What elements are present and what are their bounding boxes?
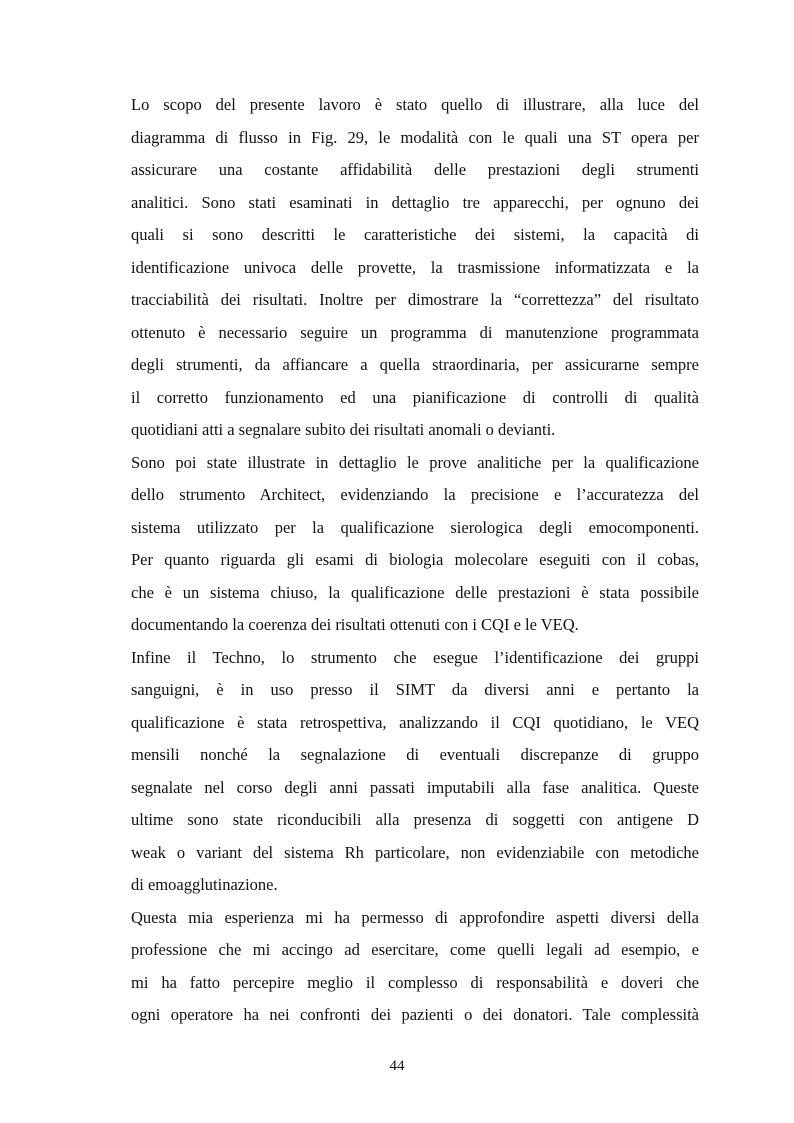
text-line: mi ha fatto percepire meglio il complesso di responsabilità e doveri che bbox=[131, 972, 699, 992]
text-line: degli strumenti, da affiancare a quella straordinaria, per assicurarne sempre bbox=[131, 355, 699, 374]
text-line: Lo scopo del presente lavoro è stato quello di illustrare, alla luce del bbox=[131, 95, 699, 114]
text-line: Questa mia esperienza mi ha permesso di approfondire aspetti diversi della bbox=[131, 907, 699, 927]
text-line: che è un sistema chiuso, la qualificazione delle prestazioni è stata possibile bbox=[131, 582, 699, 602]
text-line: ottenuto è necessario seguire un programma di manutenzione programmata bbox=[131, 322, 699, 342]
text-line: Infine il Techno, lo strumento che esegue l’identificazione dei gruppi bbox=[131, 647, 699, 667]
text-line: Sono poi state illustrate in dettaglio le prove analitiche per la qualificazione bbox=[131, 452, 699, 472]
text-line: professione che mi accingo ad esercitare, come quelli legali ad esempio, e bbox=[131, 940, 699, 959]
text-line: sistema utilizzato per la qualificazione sierologica degli emocomponenti. bbox=[131, 517, 699, 537]
text-line: weak o variant del sistema Rh particolare, non evidenziabile con metodiche bbox=[131, 842, 699, 862]
text-line: quali si sono descritti le caratteristiche dei sistemi, la capacità di bbox=[131, 225, 699, 244]
text-line: diagramma di flusso in Fig. 29, le modalità con le quali una ST opera per bbox=[131, 127, 699, 147]
page-number: 44 bbox=[389, 1058, 405, 1074]
paragraph bbox=[131, 447, 699, 642]
text-line: segnalate nel corso degli anni passati imputabili alla fase analitica. Queste bbox=[131, 777, 699, 797]
text-line: il corretto funzionamento ed una pianificazione di controlli di qualità bbox=[131, 387, 699, 407]
paragraph bbox=[131, 902, 699, 1032]
text-line: ultime sono state riconducibili alla presenza di soggetti con antigene D bbox=[131, 810, 699, 829]
text-line: tracciabilità dei risultati. Inoltre per dimostrare la “correttezza” del risultato bbox=[131, 290, 699, 309]
text-line: analitici. Sono stati esaminati in dettaglio tre apparecchi, per ognuno dei bbox=[131, 192, 699, 212]
text-line: ogni operatore ha nei confronti dei pazienti o dei donatori. Tale complessità bbox=[131, 1005, 699, 1024]
text-line: quotidiani atti a segnalare subito dei risultati anomali o devianti. bbox=[131, 420, 556, 439]
body-text bbox=[131, 89, 699, 1032]
text-line: sanguigni, è in uso presso il SIMT da diversi anni e pertanto la bbox=[131, 680, 699, 699]
paragraph bbox=[131, 89, 699, 447]
text-line: documentando la coerenza dei risultati ottenuti con i CQI e le VEQ. bbox=[131, 615, 579, 634]
text-line: qualificazione è stata retrospettiva, analizzando il CQI quotidiano, le VEQ bbox=[131, 712, 699, 732]
text-line: dello strumento Architect, evidenziando la precisione e l’accuratezza del bbox=[131, 485, 699, 504]
paragraph bbox=[131, 642, 699, 902]
text-line: di emoagglutinazione. bbox=[131, 875, 278, 894]
text-line: mensili nonché la segnalazione di eventuali discrepanze di gruppo bbox=[131, 745, 699, 764]
text-line: Per quanto riguarda gli esami di biologia molecolare eseguiti con il cobas, bbox=[131, 550, 699, 569]
text-line: identificazione univoca delle provette, la trasmissione informatizzata e la bbox=[131, 257, 699, 277]
text-line: assicurare una costante affidabilità delle prestazioni degli strumenti bbox=[131, 160, 699, 179]
